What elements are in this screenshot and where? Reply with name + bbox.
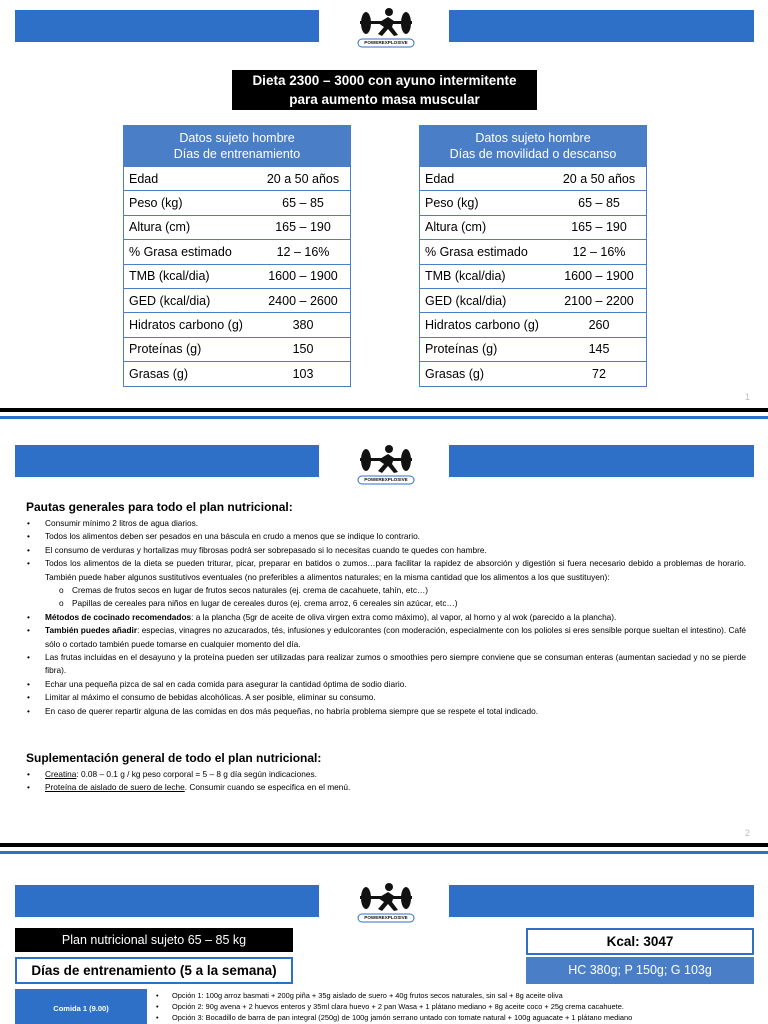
row-value: 165 – 190 bbox=[275, 220, 331, 235]
logo-text: POWEREXPLOSIVE bbox=[364, 40, 408, 45]
row-value: 1600 – 1900 bbox=[268, 269, 338, 284]
title-line-1: Dieta 2300 – 3000 con ayuno intermitente bbox=[252, 73, 517, 88]
list-item-text: Todos los alimentos de la dieta se pueden triturar, picar, preparar en batidos o zumos…para facilitar la rapidez de absorción y digestión si fuera necesario debido a problemas de horario. También puede haber algunos sustitutivos eventuales (no preferibles a alimentos naturales; en la misma cantidad que los alimentos a los que sustituyen): bbox=[45, 558, 746, 582]
slide-2 bbox=[0, 425, 768, 843]
table-row bbox=[420, 312, 646, 336]
table-row bbox=[420, 361, 646, 385]
list-item: • Limitar al máximo el consumo de bebidas alcohólicas. A ser posible, eliminar su consumo. bbox=[27, 692, 376, 703]
table-header-line-1: Datos sujeto hombre bbox=[475, 131, 591, 145]
list-item: • Opción 1: 100g arroz basmati + 200g piña + 35g aislado de suero + 40g frutos secos naturales, sin sal + 8g aceite oliva bbox=[156, 991, 563, 1000]
row-label: Grasas (g) bbox=[425, 366, 485, 381]
list-item-text: Cremas de frutos secos en lugar de frutos secos naturales (ej. crema de cacahuete, tahín, etc…) bbox=[72, 585, 429, 596]
row-label: % Grasa estimado bbox=[425, 244, 528, 259]
list-item-text: Papillas de cereales para niños en lugar de cereales duros (ej. crema arroz, 6 cereales sin azúcar, etc…) bbox=[72, 598, 458, 609]
table-header bbox=[420, 126, 646, 166]
creatine-text: : 0.08 – 0.1 g / kg peso corporal = 5 – 8 g día según indicaciones. bbox=[76, 769, 317, 779]
list-item-text: En caso de querer repartir alguna de las comidas en dos más pequeñas, no habría problema siempre que se respete el total indicado. bbox=[45, 705, 539, 716]
header-bar-right bbox=[449, 445, 754, 477]
row-value: 380 bbox=[292, 318, 314, 333]
row-label: GED (kcal/dia) bbox=[425, 293, 507, 308]
row-value: 145 bbox=[588, 342, 610, 357]
row-value: 2400 – 2600 bbox=[268, 293, 338, 308]
table-row bbox=[420, 215, 646, 239]
logo bbox=[354, 5, 418, 49]
table-row bbox=[124, 312, 350, 336]
row-value: 1600 – 1900 bbox=[564, 269, 634, 284]
training-days-table bbox=[123, 125, 351, 387]
row-label: Altura (cm) bbox=[425, 220, 487, 235]
table-row bbox=[420, 288, 646, 312]
row-value: 165 – 190 bbox=[571, 220, 627, 235]
table-header-line-2: Días de movilidad o descanso bbox=[449, 147, 617, 161]
table-row bbox=[124, 288, 350, 312]
list-item: • Opción 3: Bocadillo de barra de pan integral (250g) de 100g jamón serrano untado con tomate natural + 100g aguacate + 1 plátano mediano bbox=[156, 1013, 633, 1022]
row-label: Proteínas (g) bbox=[425, 342, 498, 357]
row-label: Hidratos carbono (g) bbox=[129, 318, 243, 333]
add-label: También puedes añadir bbox=[45, 625, 138, 636]
meal-1-label: Comida 1 (9.00) bbox=[15, 989, 147, 1024]
list-item: • Consumir mínimo 2 litros de agua diarios. bbox=[27, 518, 199, 528]
row-value: 103 bbox=[292, 366, 314, 381]
row-label: Proteínas (g) bbox=[129, 342, 202, 357]
creatine-label: Creatina bbox=[45, 769, 77, 779]
guidelines-list bbox=[26, 517, 746, 718]
kcal-total: Kcal: 3047 bbox=[526, 928, 754, 955]
list-item: • El consumo de verduras y hortalizas muy fibrosas podrá ser sobrepasado si lo necesitas cuando te quedes con hambre. bbox=[27, 544, 487, 555]
option-text: Opción 3: Bocadillo de barra de pan integral (250g) de 100g jamón serrano untado con tomate natural + 100g aguacate + 1 plátano mediano bbox=[172, 1013, 633, 1022]
header-bar-left bbox=[15, 885, 319, 917]
table-row bbox=[124, 239, 350, 263]
slide-3 bbox=[0, 860, 768, 1024]
list-item-text: Todos los alimentos deben ser pesados en una báscula en crudo a menos que se indique lo contrario. bbox=[45, 531, 420, 542]
list-item: • Todos los alimentos de la dieta se pueden triturar, picar, preparar en batidos o zumos…para facilitar la rapidez de absorción y digestión si fuera necesario debido a problemas de horario. También puede haber algunos sustitutivos eventuales (no preferibles a alimentos naturales; en la misma cantidad que los alimentos a los que sustituyen): bbox=[27, 558, 746, 582]
page-title bbox=[232, 70, 537, 110]
row-value: 150 bbox=[292, 342, 314, 357]
rest-days-table bbox=[419, 125, 647, 387]
table-row bbox=[420, 239, 646, 263]
list-item-text: El consumo de verduras y hortalizas muy fibrosas podrá ser sobrepasado si lo necesitas cuando te quedes con hambre. bbox=[45, 544, 487, 555]
table-row bbox=[124, 337, 350, 361]
guidelines-heading: Pautas generales para todo el plan nutricional: bbox=[26, 500, 293, 514]
row-label: Hidratos carbono (g) bbox=[425, 318, 539, 333]
list-item: • Opción 2: 90g avena + 2 huevos enteros y 35ml clara huevo + 2 pan Wasa + 1 plátano mediano + 8g aceite coco + 25g crema cacahuete. bbox=[156, 1002, 624, 1011]
row-label: TMB (kcal/dia) bbox=[129, 269, 210, 284]
row-value: 20 a 50 años bbox=[266, 171, 340, 186]
slide-separator bbox=[0, 406, 768, 425]
header-bar-left bbox=[15, 10, 319, 42]
table-row bbox=[124, 264, 350, 288]
table-row bbox=[124, 166, 350, 190]
supplements-list bbox=[26, 768, 746, 795]
row-label: Grasas (g) bbox=[129, 366, 189, 381]
row-value: 72 bbox=[592, 366, 606, 381]
slide-separator bbox=[0, 841, 768, 860]
option-text: Opción 2: 90g avena + 2 huevos enteros y 35ml clara huevo + 2 pan Wasa + 1 plátano mediano + 8g aceite coco + 25g crema cacahuete. bbox=[172, 1002, 624, 1011]
row-value: 260 bbox=[588, 318, 610, 333]
row-value: 2100 – 2200 bbox=[564, 293, 634, 308]
list-item-text: Consumir mínimo 2 litros de agua diarios. bbox=[45, 518, 199, 528]
row-label: % Grasa estimado bbox=[129, 244, 232, 259]
row-label: Peso (kg) bbox=[425, 196, 479, 211]
list-item: • Las frutas incluidas en el desayuno y la proteína pueden ser utilizadas para realizar zumos o smoothies pero siempre conviene que se consuman enteras (aumentan saciedad y no se pierde fibra). bbox=[27, 652, 746, 676]
logo-text: POWEREXPLOSIVE bbox=[364, 915, 408, 920]
row-value: 65 – 85 bbox=[282, 196, 324, 211]
table-row bbox=[420, 337, 646, 361]
row-value: 12 – 16% bbox=[276, 244, 330, 259]
table-row bbox=[124, 215, 350, 239]
whey-label: Proteína de aislado de suero de leche bbox=[45, 782, 185, 793]
option-text: Opción 1: 100g arroz basmati + 200g piña + 35g aislado de suero + 40g frutos secos naturales, sin sal + 8g aceite oliva bbox=[172, 991, 563, 1000]
row-value: 12 – 16% bbox=[572, 244, 626, 259]
list-item: • Todos los alimentos deben ser pesados en una báscula en crudo a menos que se indique lo contrario. bbox=[27, 531, 420, 542]
list-item: • También puedes añadir: especias, vinagres no azucarados, tés, infusiones y edulcorantes (con moderación, especialmente con los polioles si eres sensible porque sueltan el intestino). Café sólo o cortado también puede tomarse en cualquier momento del día. bbox=[27, 625, 747, 649]
title-line-2: para aumento masa muscular bbox=[289, 92, 480, 107]
row-label: Edad bbox=[129, 171, 159, 186]
table-row bbox=[420, 264, 646, 288]
meal-1-options bbox=[152, 990, 752, 1023]
list-item-text: Limitar al máximo el consumo de bebidas alcohólicas. A ser posible, eliminar su consumo. bbox=[45, 692, 376, 703]
list-item: • Métodos de cocinado recomendados: a la plancha (5gr de aceite de oliva virgen extra como máximo), al vapor, al horno y al wok (parecido a la plancha). bbox=[27, 611, 617, 622]
table-row bbox=[420, 190, 646, 214]
list-item-text: Echar una pequeña pizca de sal en cada comida para asegurar la cantidad óptima de sodio diario. bbox=[45, 678, 407, 689]
macros-summary: HC 380g; P 150g; G 103g bbox=[526, 957, 754, 984]
list-item: • Proteína de aislado de suero de leche. Consumir cuando se especifica en el menú. bbox=[27, 782, 351, 793]
logo bbox=[354, 880, 418, 924]
header-bar-left bbox=[15, 445, 319, 477]
list-item-text: Las frutas incluidas en el desayuno y la proteína pueden ser utilizadas para realizar zumos o smoothies pero siempre conviene que se consuman enteras (aumentan saciedad y no se pierde fibra). bbox=[45, 652, 746, 676]
logo bbox=[354, 442, 418, 486]
page-number: 2 bbox=[744, 828, 750, 838]
table-row bbox=[124, 190, 350, 214]
header-bar-right bbox=[449, 885, 754, 917]
table-header bbox=[124, 126, 350, 166]
row-value: 20 a 50 años bbox=[562, 171, 636, 186]
row-label: TMB (kcal/dia) bbox=[425, 269, 506, 284]
table-header-line-2: Días de entrenamiento bbox=[173, 147, 301, 161]
list-item: • Echar una pequeña pizca de sal en cada comida para asegurar la cantidad óptima de sodio diario. bbox=[27, 678, 407, 689]
row-label: Edad bbox=[425, 171, 455, 186]
slide-1 bbox=[0, 0, 768, 408]
row-label: Altura (cm) bbox=[129, 220, 191, 235]
list-item: • Creatina: 0.08 – 0.1 g / kg peso corporal = 5 – 8 g día según indicaciones. bbox=[27, 769, 317, 779]
header-bar-right bbox=[449, 10, 754, 42]
plan-title: Plan nutricional sujeto 65 – 85 kg bbox=[15, 928, 293, 952]
whey-text: . Consumir cuando se especifica en el menú. bbox=[184, 782, 351, 793]
add-text: : especias, vinagres no azucarados, tés, infusiones y edulcorantes (con moderación, especialmente con los polioles si eres sensible porque sueltan el intestino). Café sólo o cortado también puede tomarse en cualquier momento del día. bbox=[45, 625, 747, 649]
table-header-line-1: Datos sujeto hombre bbox=[179, 131, 295, 145]
table-row bbox=[420, 166, 646, 190]
training-days-label: Días de entrenamiento (5 a la semana) bbox=[15, 957, 293, 984]
row-label: GED (kcal/dia) bbox=[129, 293, 211, 308]
cooking-label: Métodos de cocinado recomendados bbox=[45, 611, 192, 622]
sub-list-item: o Papillas de cereales para niños en lugar de cereales duros (ej. crema arroz, 6 cereales sin azúcar, etc…) bbox=[59, 598, 458, 609]
page-number: 1 bbox=[744, 392, 750, 402]
list-item: • En caso de querer repartir alguna de las comidas en dos más pequeñas, no habría problema siempre que se respete el total indicado. bbox=[27, 705, 539, 716]
logo-text: POWEREXPLOSIVE bbox=[364, 477, 408, 482]
cooking-text: : a la plancha (5gr de aceite de oliva virgen extra como máximo), al vapor, al horno y al wok (parecido a la plancha). bbox=[191, 611, 617, 622]
row-value: 65 – 85 bbox=[578, 196, 620, 211]
supplements-heading: Suplementación general de todo el plan nutricional: bbox=[26, 751, 322, 765]
row-label: Peso (kg) bbox=[129, 196, 183, 211]
sub-list-item: o Cremas de frutos secos en lugar de frutos secos naturales (ej. crema de cacahuete, tahín, etc…) bbox=[59, 585, 429, 596]
table-row bbox=[124, 361, 350, 385]
